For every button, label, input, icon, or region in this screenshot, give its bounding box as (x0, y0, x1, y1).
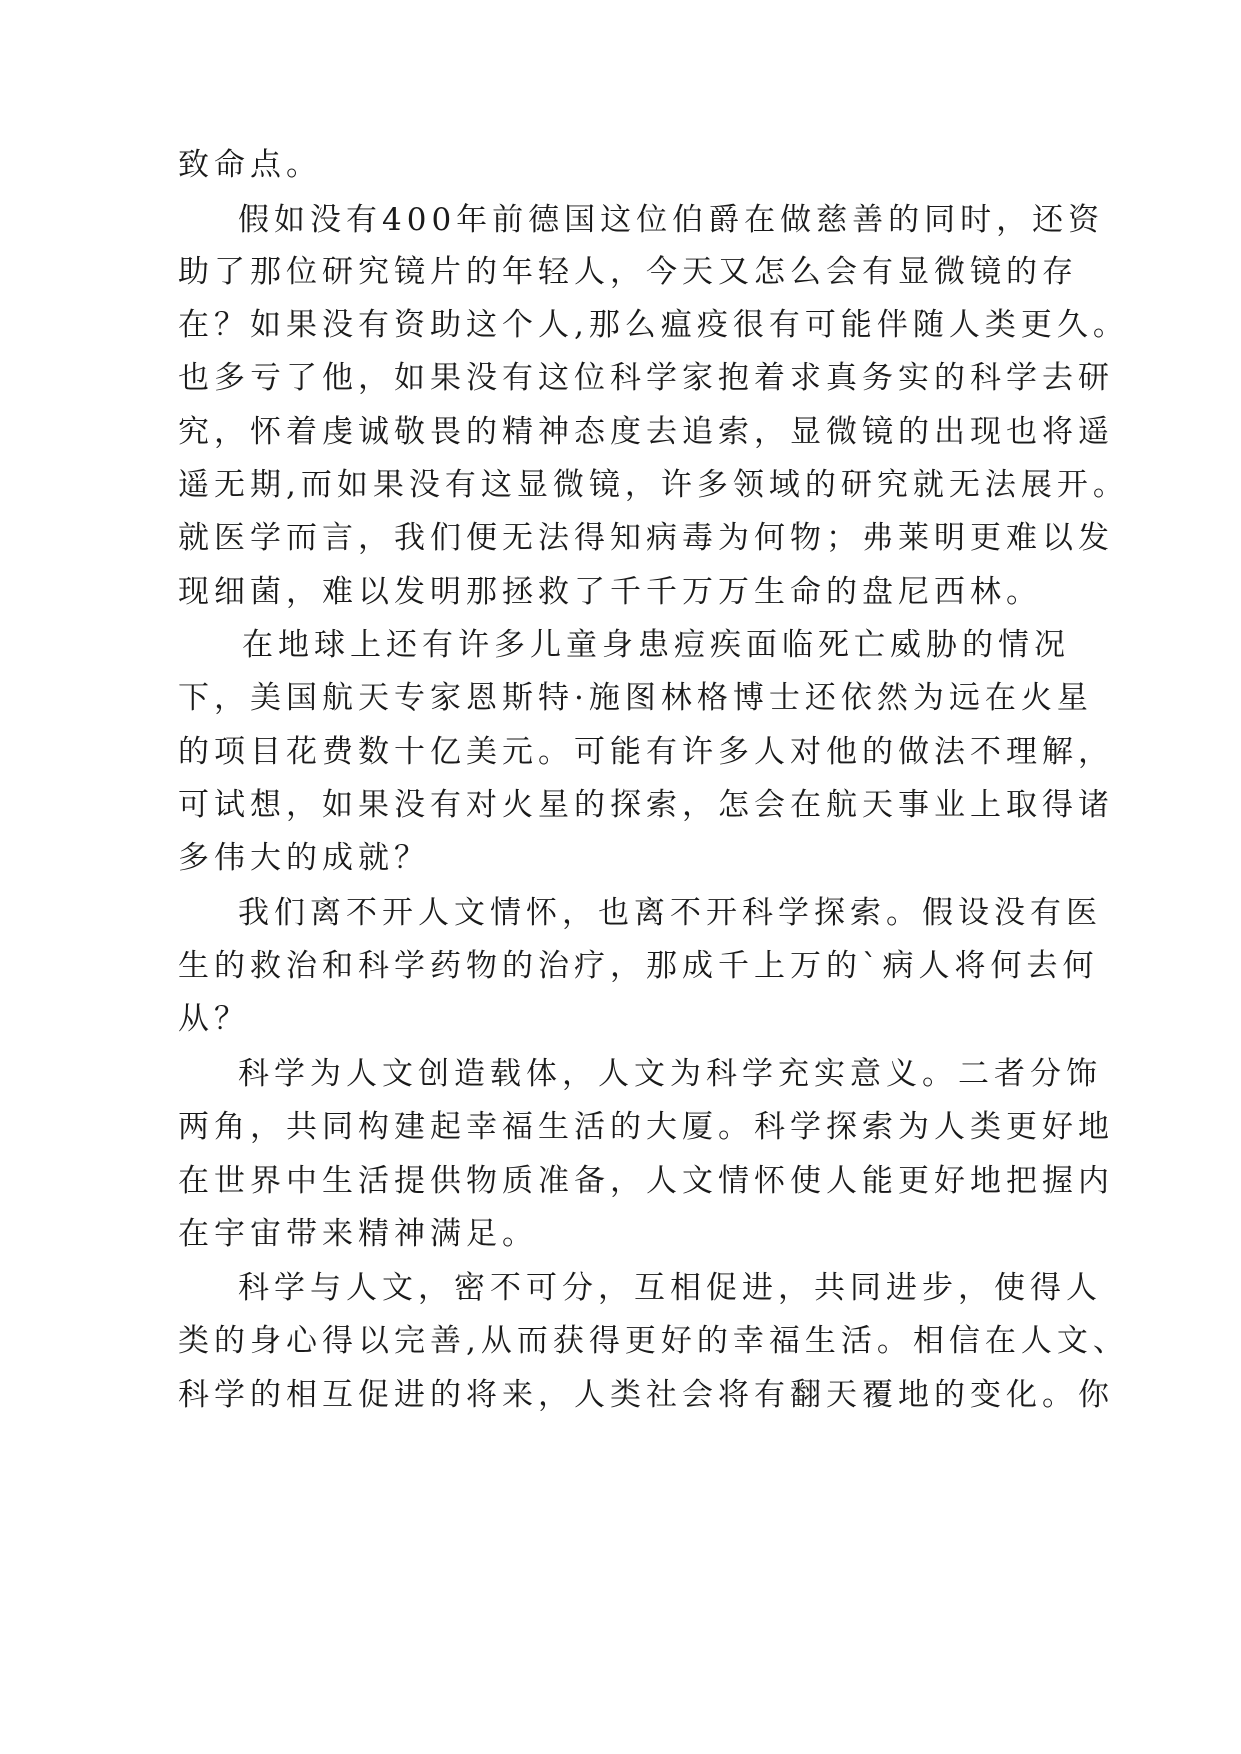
text-line-5: 也多亏了他，如果没有这位科学家抱着求真务实的科学去研 (178, 360, 1114, 396)
text-line-22: 科学与人文，密不可分，互相促进，共同进步，使得人 (238, 1270, 1102, 1306)
text-line-14: 多伟大的成就？ (178, 840, 430, 876)
text-line-1: 致命点。 (178, 147, 322, 183)
text-line-9: 现细菌，难以发明那拯救了千千万万生命的盘尼西林。 (178, 574, 1042, 610)
text-line-24: 科学的相互促进的将来，人类社会将有翻天覆地的变化。你 (178, 1377, 1114, 1413)
text-line-20: 在世界中生活提供物质准备，人文情怀使人能更好地把握内 (178, 1163, 1114, 1199)
text-line-10: 在地球上还有许多儿童身患痘疾面临死亡威胁的情况 (242, 627, 1070, 663)
text-line-23: 类的身心得以完善,从而获得更好的幸福生活。相信在人文、 (178, 1323, 1129, 1359)
text-line-21: 在宇宙带来精神满足。 (178, 1216, 538, 1252)
text-line-15: 我们离不开人文情怀，也离不开科学探索。假设没有医 (238, 895, 1102, 931)
text-line-18: 科学为人文创造载体，人文为科学充实意义。二者分饰 (238, 1056, 1102, 1092)
text-line-13: 可试想，如果没有对火星的探索，怎会在航天事业上取得诸 (178, 787, 1114, 823)
text-line-3: 助了那位研究镜片的年轻人，今天又怎么会有显微镜的存 (178, 254, 1078, 290)
text-line-12: 的项目花费数十亿美元。可能有许多人对他的做法不理解， (178, 734, 1114, 770)
text-line-8: 就医学而言，我们便无法得知病毒为何物；弗莱明更难以发 (178, 520, 1114, 556)
text-line-16: 生的救治和科学药物的治疗，那成千上万的`病人将何去何 (178, 948, 1099, 984)
text-line-6: 究，怀着虔诚敬畏的精神态度去追索，显微镜的出现也将遥 (178, 414, 1114, 450)
text-line-7: 遥无期,而如果没有这显微镜，许多领域的研究就无法展开。 (178, 467, 1129, 503)
text-line-2: 假如没有400年前德国这位伯爵在做慈善的同时，还资 (238, 202, 1105, 238)
text-line-17: 从？ (178, 1001, 250, 1037)
text-line-11: 下，美国航天专家恩斯特·施图林格博士还依然为远在火星 (178, 680, 1093, 716)
text-line-19: 两角，共同构建起幸福生活的大厦。科学探索为人类更好地 (178, 1109, 1114, 1145)
text-line-4: 在？如果没有资助这个人,那么瘟疫很有可能伴随人类更久。 (178, 307, 1129, 343)
